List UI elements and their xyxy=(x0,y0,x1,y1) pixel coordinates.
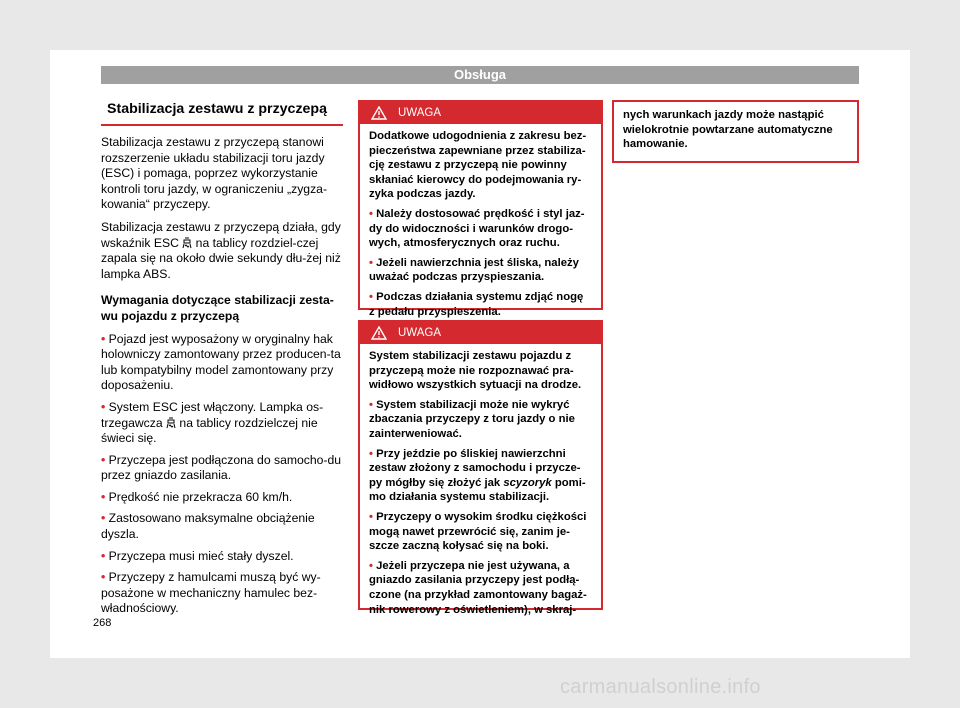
list-item xyxy=(369,256,592,285)
bullet-dot: • xyxy=(101,570,106,585)
warning-body xyxy=(360,124,601,330)
list-item-text: Przyczepy z hamulcami muszą być wy-posażone w mechaniczny hamulec bez-władnościowy. xyxy=(101,570,321,616)
warning-intro: System stabilizacji zestawu pojazdu z przyczepą może nie rozpoznawać pra-widłowo wszystkich sytuacji na drodze. xyxy=(369,350,582,392)
list-item-text: Prędkość nie przekracza 60 km/h. xyxy=(108,489,293,504)
esc-indicator-icon xyxy=(182,237,192,249)
bullet-dot: • xyxy=(101,452,106,467)
list-item-text: Należy dostosować prędkość i styl jaz-dy do widoczności i warunków drogo-wych, atmosferycznych oraz ruchu. xyxy=(369,207,585,250)
list-item xyxy=(369,290,592,319)
list-item-text: Jeżeli przyczepa nie jest używana, a gniazdo zasilania przyczepy jest podłą-czone (na przykład zamontowany bagaż-nik rowerowy z oświetleniem), w skraj- xyxy=(369,559,587,616)
list-item-text: System ESC jest włączony. Lampka os-trzegawcza xyxy=(101,399,324,430)
list-item-text: pomi-mo działania systemu stabilizacji. xyxy=(369,476,586,504)
page-number: 268 xyxy=(93,617,112,629)
warning-continuation-box xyxy=(612,100,859,163)
warning-intro: Dodatkowe udogodnienia z zakresu bez-pieczeństwa zapewniane przez stabiliza-cję zestawu z przyczepą nie powinny skłaniać kierowcy do podejmowania ry-zyka podczas jazdy. xyxy=(369,130,587,201)
list-item-text: System stabilizacji może nie wykryć zbaczania przyczepy z toru jazdy o nie zainterweniować. xyxy=(369,398,575,440)
list-item xyxy=(101,511,343,542)
warning-triangle-icon xyxy=(371,326,387,340)
bullet-dot: • xyxy=(101,489,106,504)
list-item-text: Jeżeli nawierzchnia jest śliska, należy uważać podczas przyspieszania. xyxy=(369,256,579,284)
continuation-text: nych warunkach jazdy może nastąpić wielokrotnie powtarzane automatyczne hamowanie. xyxy=(623,109,833,151)
bullet-dot: • xyxy=(369,290,373,303)
italic-term: scyzoryk xyxy=(503,476,552,489)
list-item-text: Przyczepy o wysokim środku ciężkości mogą nawet przewrócić się, zanim je-szcze zaczną kołysać się na boki. xyxy=(369,510,587,553)
bullet-dot: • xyxy=(101,511,106,526)
esc-indicator-icon xyxy=(166,417,176,429)
list-item xyxy=(369,207,592,251)
chapter-header: Obsługa xyxy=(101,66,859,84)
list-item xyxy=(101,549,343,565)
warning-header xyxy=(360,102,601,124)
bullet-dot: • xyxy=(101,548,106,563)
list-item xyxy=(101,570,343,617)
bullet-dot: • xyxy=(369,207,373,220)
bullet-dot: • xyxy=(101,331,106,346)
list-item xyxy=(101,490,343,506)
list-item-text: Przy jeździe po śliskiej nawierzchni zestaw złożony z samochodu i przycze-py mógłby się złożyć jak xyxy=(369,447,581,489)
main-column xyxy=(101,100,343,623)
esc-paragraph xyxy=(101,220,343,282)
list-item-text: Przyczepa musi mieć stały dyszel. xyxy=(108,548,294,563)
watermark: carmanualsonline.info xyxy=(560,676,761,698)
list-item xyxy=(369,447,592,505)
section-title: Stabilizacja zestawu z przyczepą xyxy=(101,100,343,126)
warning-box-1 xyxy=(358,100,603,318)
bullet-dot: • xyxy=(101,399,106,414)
warning-label: UWAGA xyxy=(398,327,442,339)
list-item xyxy=(369,559,592,617)
list-item-text: na tablicy rozdzielczej nie świeci się. xyxy=(101,415,318,446)
bullet-dot: • xyxy=(369,398,373,411)
esc-paragraph-text-a: Stabilizacja zestawu z przyczepą działa, gdy wskaźnik ESC xyxy=(101,219,341,250)
list-item-text: Przyczepa jest podłączona do samocho-du przez gniazdo zasilania. xyxy=(101,452,342,483)
list-item-text: Pojazd jest wyposażony w oryginalny hak holowniczy zamontowany przez producen-ta lub kompatybilny model zamontowany przy doposażeniu. xyxy=(101,331,341,393)
esc-paragraph-text-b: na tablicy rozdziel-czej zapala się na około dwie sekundy dłu-żej niż lampka ABS. xyxy=(101,235,341,281)
list-item xyxy=(101,400,343,447)
bullet-dot: • xyxy=(369,510,373,523)
list-item-text: Zastosowano maksymalne obciążenie dyszla. xyxy=(101,511,315,542)
bullet-dot: • xyxy=(369,447,373,460)
list-item xyxy=(101,453,343,484)
warning-triangle-icon xyxy=(371,106,387,120)
bullet-dot: • xyxy=(369,256,373,269)
bullet-dot: • xyxy=(369,559,373,572)
requirements-title: Wymagania dotyczące stabilizacji zesta-wu pojazdu z przyczepą xyxy=(101,293,334,323)
warning-header xyxy=(360,322,601,344)
warning-box-2 xyxy=(358,320,603,616)
warning-label: UWAGA xyxy=(398,107,442,119)
intro-paragraph: Stabilizacja zestawu z przyczepą stanowi rozszerzenie układu stabilizacji toru jazdy (ESC) i pomaga, poprzez wykorzystanie kontroli toru jazdy, w ograniczeniu „zygza-kowania“ przyczepy. xyxy=(101,135,328,212)
list-item xyxy=(101,332,343,394)
warning-body xyxy=(360,344,601,628)
list-item-text: Podczas działania systemu zdjąć nogę z pedału przyspieszenia. xyxy=(369,290,584,318)
list-item xyxy=(369,510,592,554)
list-item xyxy=(369,398,592,442)
